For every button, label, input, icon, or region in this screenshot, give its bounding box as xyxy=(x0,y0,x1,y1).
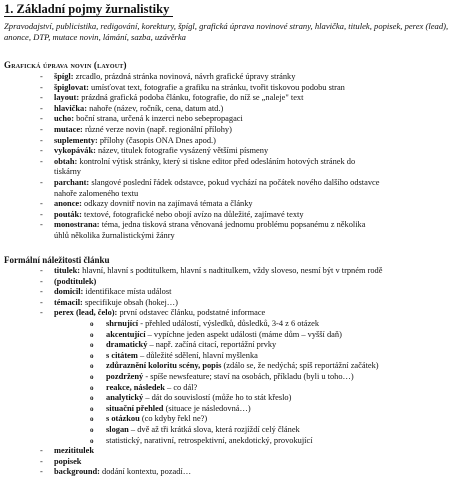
bullet-marker: o xyxy=(90,425,94,434)
term: mutace: xyxy=(54,124,83,134)
list-item xyxy=(4,189,470,200)
list-item xyxy=(4,457,470,468)
term: s otázkou xyxy=(106,414,140,424)
term-description: (zdálo se, že nedýchá; spíš reportážní začátek) xyxy=(221,361,379,371)
term-description: nahoře zalomeného textu xyxy=(54,188,139,198)
dash-marker: - xyxy=(40,446,43,456)
term-description: slangové poslední řádek odstavce, pokud vychází na počátek nového dalšího odstavce xyxy=(89,177,380,187)
term: mezititulek xyxy=(54,446,95,456)
list-item xyxy=(4,104,470,115)
list-item xyxy=(4,136,470,147)
list-item xyxy=(4,114,470,125)
term: (podtitulek) xyxy=(54,276,97,286)
bullet-marker: o xyxy=(90,341,94,350)
term-description: statistický, narativní, retrospektivní, anekdotický, provokující xyxy=(106,435,313,445)
bullet-marker: o xyxy=(90,436,94,445)
term: slogan xyxy=(106,424,129,434)
term: špiglovat: xyxy=(54,82,89,92)
list-item xyxy=(4,266,470,277)
dash-marker: - xyxy=(40,135,43,145)
term-description: boční strana, určená k inzerci nebo sebepropagaci xyxy=(74,114,243,124)
term: analytický xyxy=(106,393,144,403)
term-description: – vypíchne jeden aspekt události (máme dům – vyšší daň) xyxy=(145,329,342,339)
term-description: hlavní, hlavní s podtitulkem, hlavní s nadtitulkem, vždy sloveso, nesmí být v trpném rodě xyxy=(80,266,383,275)
term: shrnující xyxy=(106,318,139,328)
layout-terms-list xyxy=(4,72,470,242)
dash-marker: - xyxy=(40,199,43,209)
list-item xyxy=(4,167,470,178)
term-description: – dvě až tři krátká slova, která rozjíždí celý článek xyxy=(128,424,300,434)
dash-marker: - xyxy=(40,72,43,81)
term-description: úhlů několika žurnalistickými žánry xyxy=(54,230,175,240)
term-description: - spíše newsfeature; staví na osobách, příkladu (byli u toho…) xyxy=(143,371,354,381)
term-description: – co dál? xyxy=(164,382,198,392)
bullet-marker: o xyxy=(90,319,94,328)
term: layout: xyxy=(54,93,80,103)
term-description: identifikace místa událost xyxy=(83,287,172,297)
dash-marker: - xyxy=(40,156,43,166)
term: monostrana: xyxy=(54,220,100,230)
section-heading-layout xyxy=(4,60,127,71)
term: témacil: xyxy=(54,297,83,307)
bullet-marker: o xyxy=(90,394,94,403)
list-item xyxy=(4,351,470,362)
list-item xyxy=(4,393,470,404)
dash-marker: - xyxy=(40,297,43,307)
list-item xyxy=(4,467,470,478)
term-description: (situace je následovná…) xyxy=(163,403,251,413)
dash-marker: - xyxy=(40,287,43,297)
term-description: textové, fotografické nebo obojí avízo na důležité, zajímavé texty xyxy=(81,209,304,219)
term-description: – dát do souvislostí (může ho to stát křeslo) xyxy=(143,393,292,403)
dash-marker: - xyxy=(40,467,43,477)
list-item xyxy=(4,83,470,94)
list-item xyxy=(4,93,470,104)
list-item xyxy=(4,372,470,383)
term-description: tiskárny xyxy=(54,167,81,177)
list-item xyxy=(4,446,470,457)
list-item xyxy=(4,319,470,330)
list-item xyxy=(4,414,470,425)
dash-marker: - xyxy=(40,220,43,230)
dash-marker: - xyxy=(40,103,43,113)
term-description: – důležité sdělení, hlavní myšlenka xyxy=(137,350,258,360)
term-description: nahoře (název, ročník, cena, datum atd.) xyxy=(87,103,224,113)
term: background: xyxy=(54,467,100,477)
term: pouták: xyxy=(54,209,82,219)
bullet-marker: o xyxy=(90,372,94,381)
list-item xyxy=(4,178,470,189)
list-item xyxy=(4,146,470,157)
bullet-marker: o xyxy=(90,362,94,371)
list-item xyxy=(4,277,470,288)
term-description: přílohy (časopis ONA Dnes apod.) xyxy=(97,135,216,145)
list-item xyxy=(4,361,470,372)
term: parchant: xyxy=(54,177,90,187)
term: titulek: xyxy=(54,266,81,275)
term-description: název, titulek fotografie vysázený většími písmeny xyxy=(95,146,269,156)
term-description: - přehled událostí, výsledků, důsledků, 3-4 z 6 otázek xyxy=(138,318,320,328)
term-description: první odstavec článku, podstatné informace xyxy=(117,308,266,318)
dash-marker: - xyxy=(40,82,43,92)
term: špígl: xyxy=(54,72,74,81)
term: reakce, následek xyxy=(106,382,165,392)
list-item xyxy=(4,425,470,436)
term: akcentující xyxy=(106,329,146,339)
list-item xyxy=(4,340,470,351)
bullet-marker: o xyxy=(90,415,94,424)
dash-marker: - xyxy=(40,456,43,466)
dash-marker: - xyxy=(40,177,43,187)
section-heading-text: Grafická úprava novin (layout) xyxy=(4,60,127,70)
dash-marker: - xyxy=(40,114,43,124)
term: obtah: xyxy=(54,156,78,166)
term-description: zrcadlo, prázdná stránka novinová, návrh grafické úpravy stránky xyxy=(73,72,296,81)
bullet-marker: o xyxy=(90,404,94,413)
term-description: – např. začíná citací, reportážní prvky xyxy=(147,340,277,350)
list-item xyxy=(4,210,470,221)
term: popisek xyxy=(54,456,82,466)
list-item xyxy=(4,231,470,242)
term-description: dodání kontextu, pozadí… xyxy=(99,467,192,477)
section-heading-text: Formální náležitosti článku xyxy=(4,255,110,265)
list-item xyxy=(4,404,470,415)
keywords-paragraph: Zpravodajství, publicistika, redigování, korektury, špígl, grafická úprava novinové strany, hlavička, titulek, popisek, perex (lead), anonce, DTP, mutace novin, lámání, sazba, uzávěrka xyxy=(4,21,449,42)
dash-marker: - xyxy=(40,308,43,318)
bullet-marker: o xyxy=(90,383,94,392)
term: hlavička: xyxy=(54,103,88,113)
term: zdůraznění koloritu scény, popis xyxy=(106,361,222,371)
term-description: kontrolní výtisk stránky, který si tiskne editor před odesláním hotových stránek do xyxy=(77,156,356,166)
term-description: téma, jedna tisková strana věnovaná jednomu problému popsanému z několika xyxy=(99,220,366,230)
term-description: odkazy dovnitř novin na zajímavá témata a články xyxy=(81,199,253,209)
term: ucho: xyxy=(54,114,75,124)
list-item xyxy=(4,330,470,341)
term: dramatický xyxy=(106,340,148,350)
dash-marker: - xyxy=(40,124,43,134)
term-description: (co kdyby řekl ne?) xyxy=(139,414,208,424)
dash-marker: - xyxy=(40,146,43,156)
term-description: prázdná grafická podoba článku, fotografie, do níž se „naleje" text xyxy=(79,93,304,103)
term: perex (lead, čelo): xyxy=(54,308,118,318)
term: vykopávák: xyxy=(54,146,96,156)
list-item xyxy=(4,383,470,394)
bullet-marker: o xyxy=(90,330,94,339)
dash-marker: - xyxy=(40,209,43,219)
term: situační přehled xyxy=(106,403,164,413)
list-item xyxy=(4,157,470,168)
list-item xyxy=(4,220,470,231)
page-title: 1. Základní pojmy žurnalistiky xyxy=(4,2,173,17)
list-item xyxy=(4,199,470,210)
formal-elements-list xyxy=(4,266,470,478)
term-description: různé verze novin (např. regionální přílohy) xyxy=(82,124,232,134)
bullet-marker: o xyxy=(90,351,94,360)
dash-marker: - xyxy=(40,93,43,103)
term: s citátem xyxy=(106,350,138,360)
list-item xyxy=(4,436,470,447)
term: pozdržený xyxy=(106,371,144,381)
section-heading-formal xyxy=(4,255,110,266)
term-description: umísťovat text, fotografie a grafiku na stránku, tvořit tiskovou podobu stran xyxy=(88,82,345,92)
dash-marker: - xyxy=(40,266,43,275)
list-item xyxy=(4,287,470,298)
list-item xyxy=(4,298,470,309)
dash-marker: - xyxy=(40,276,43,286)
term: suplementy: xyxy=(54,135,98,145)
list-item xyxy=(4,72,470,83)
term: anonce: xyxy=(54,199,82,209)
list-item xyxy=(4,308,470,319)
term: domicil: xyxy=(54,287,84,297)
list-item xyxy=(4,125,470,136)
term-description: specifikuje obsah (hokej…) xyxy=(82,297,178,307)
